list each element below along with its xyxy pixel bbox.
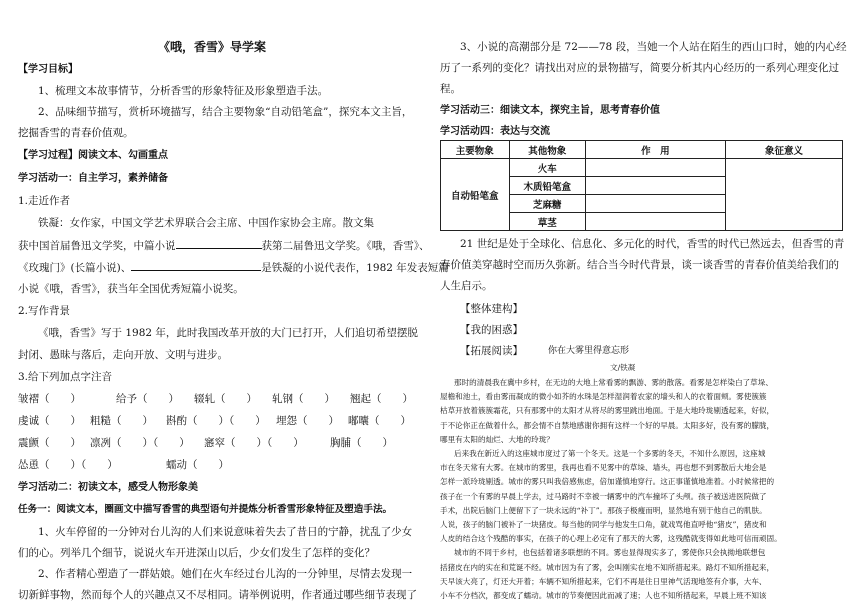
reading-line: 孩子在一个有雾的早晨上学去，过马路时不幸被一辆雾中的汽车撞坏了头颅。孩子被送进医院做了 (440, 491, 767, 501)
question-2b: 切新鲜事物，然而每个人的兴趣点又不尽相同。请举例说明，作者通过哪些细节表现了 (18, 589, 417, 601)
table-cell: 木质铅笔盒 (509, 177, 585, 195)
pinyin-item[interactable]: 埋怨（ ） (276, 415, 339, 427)
whole-construct-heading: 【整体建构】 (460, 303, 523, 315)
activity-4-heading: 学习活动四：表达与交流 (440, 126, 550, 137)
table-header-row (441, 141, 843, 159)
page-title: 《哦，香雪》导学案 (158, 40, 267, 54)
author-line-2a: 获中国首届鲁迅文学奖，中篇小说 (18, 240, 176, 252)
question-2a: 2、作者精心塑造了一群姑娘。她们在火车经过台儿沟的一分钟里，尽情去发现一 (38, 568, 413, 580)
pinyin-heading: 3.给下列加点字注音 (18, 371, 113, 383)
paragraph-21c: 人生启示。 (440, 280, 493, 292)
reading-line: 屋檐和池土，看由雾而凝成的微小如芥的水珠是怎样湿润着农家的墙头和人的衣着面颊。雾使簇簇 (440, 392, 767, 402)
author-line-3 (18, 260, 449, 275)
pinyin-item[interactable]: 辍轧（ ） (194, 393, 257, 405)
fill-blank[interactable] (176, 238, 262, 249)
background-line-1: 《哦，香雪》写于 1982 年，此时我国改革开放的大门已打开，人们追切希望摆脱 (38, 327, 418, 339)
fill-blank[interactable] (131, 260, 261, 271)
reading-line: 人皮的结合这个残酷的事实，在孩子的心理上必定有了那天的大雾，这残酷就变得如此地可信而顽固。 (440, 534, 782, 544)
reading-line: 怎样一派玲珑剔透。城市的雾只叫我倍感焦虑，倍加谨慎地穿行。这正事谨慎地准着。小时候常把的 (440, 477, 775, 487)
table-header: 主要物象 (441, 141, 510, 159)
question-1b: 们的心。列举几个细节，说说火车开进深山以后，少女们发生了怎样的变化？ (18, 547, 375, 559)
table-cell-blank[interactable] (585, 213, 725, 231)
author-line-3b: 是铁凝的小说代表作，1982 年发表短篇 (261, 262, 449, 274)
table-row (441, 159, 843, 177)
goal-1: 1、梳理文本故事情节，分析香雪的形象特征及形象塑造手法。 (38, 85, 329, 97)
author-line-2 (18, 238, 430, 253)
extended-reading-heading: 【拓展阅读】 (460, 345, 523, 357)
reading-line: 手术，出院后脑门上便留下了一块永远的“补丁”。那孩子极瘦而明，显然地有别于他自己的肌肤。 (440, 505, 767, 515)
pinyin-item[interactable]: 粗糙（ ） (90, 415, 153, 427)
table-header: 其他物象 (509, 141, 585, 159)
reading-line: 小车不分档次，都变成了蠕动。城市的节奏便因此而减了速；人也不知所措起来，早晨上班不知该 (440, 591, 767, 600)
author-line-2b: 获第二届鲁迅文学奖。《哦，香雪》、 (261, 240, 430, 252)
reading-line: 于不论你正在做着什么，都会情不自禁地感谢你拥有这样一个好的早晨。太阳多好，没有雾的朦胧， (440, 420, 775, 430)
process-heading: 【学习过程】阅读文本、勾画重点 (18, 150, 168, 161)
reading-line: 那时的清晨我在冀中乡村，在无边的大地上常看雾的飘游、雾的散落。看雾是怎样染白了草垛、 (454, 378, 773, 387)
pinyin-item[interactable]: 给予（ ） (116, 393, 179, 405)
table-header: 象征意义 (725, 141, 842, 159)
reading-line: 括猪皮在内的实在和荒诞不经。城市因为有了雾，会叫刚实在地不知所措起来。路灯不知所措起来， (440, 562, 775, 572)
reading-line: 哪里有太阳的灿烂、大地的玲珑？ (440, 434, 554, 444)
confusion-heading: 【我的困惑】 (460, 324, 523, 336)
table-cell-blank[interactable] (585, 177, 725, 195)
goal-heading: 【学习目标】 (18, 64, 78, 75)
task-1: 任务一：阅读文本，圈画文中描写香雪的典型语句并提炼分析香雪形象特征及塑造手法。 (18, 504, 393, 515)
paragraph-21b: 春价值美穿越时空而历久弥新。结合当今时代背景，谈一谈香雪的青春价值美给我们的 (440, 259, 839, 271)
reading-line: 市在冬天常有大雾。在城市的雾里，我再也看不见雾中的草垛、墙头，再也想不到雾散后大地会是 (440, 463, 767, 473)
symbol-table (440, 140, 843, 231)
pinyin-item[interactable]: 胸脯（ ） (330, 437, 393, 449)
background-heading: 2.写作背景 (18, 305, 71, 317)
author-line-4: 小说《哦，香雪》，获当年全国优秀短篇小说奖。 (18, 283, 244, 295)
author-line-3a: 《玫瑰门》(长篇小说)、 (18, 262, 132, 274)
reading-line: 后来我在新近入的这座城市度过了第一个冬天。这是一个多雾的冬天，不知什么原因，这座城 (454, 449, 766, 458)
question-3b: 历了一系列的变化？请找出对应的景物描写，简要分析其内心经历的一系列心理变化过 (440, 62, 839, 74)
table-cell: 芝麻糖 (509, 195, 585, 213)
reading-line: 城市的不同于乡村，也包括着诸多联想的不同。雾也显得现实多了，雾使你只会执拗地联想包 (454, 548, 766, 558)
table-cell: 草茎 (509, 213, 585, 231)
extended-reading-author: 文/铁凝 (610, 363, 636, 372)
table-cell-blank[interactable] (725, 159, 842, 231)
pinyin-item[interactable]: 窸窣（ ）（ ） (204, 437, 304, 449)
background-line-2: 封闭、愚昧与落后，走向开放、文明与进步。 (18, 349, 228, 361)
table-header: 作 用 (585, 141, 725, 159)
pinyin-item[interactable]: 怂恿（ ）（ ） (18, 459, 118, 471)
pinyin-item[interactable]: 蠕动（ ） (166, 459, 229, 471)
author-line-1: 铁凝：女作家，中国文学艺术界联合会主席、中国作家协会主席。散文集 (38, 217, 374, 229)
reading-line: 天早该大亮了，灯还大开着；车辆不知所措起来，它们不再是往日里神气活现地签有介事，大车、 (440, 576, 767, 586)
table-cell: 火车 (509, 159, 585, 177)
extended-reading-title: 你在大雾里得意忘形 (548, 346, 630, 356)
pinyin-item[interactable]: 震颤（ ） (18, 437, 81, 449)
pinyin-item[interactable]: 斟酌（ ）（ ） (166, 415, 266, 427)
paragraph-21a: 21 世纪是处于全球化、信息化、多元化的时代，香雪的时代已然远去，但香雪的青 (460, 238, 845, 250)
goal-2b: 挖掘香雪的青春价值观。 (18, 127, 134, 139)
table-cell-blank[interactable] (585, 195, 725, 213)
pinyin-item[interactable]: 皱褶（ ） (18, 393, 81, 405)
question-3a: 3、小说的高潮部分是 72——78 段，当她一个人站在陌生的西山口时，她的内心经 (460, 41, 847, 53)
activity-2-heading: 学习活动二：初读文本，感受人物形象美 (18, 482, 198, 493)
pinyin-item[interactable]: 凛冽（ ）（ ） (90, 437, 190, 449)
question-3c: 程。 (440, 83, 461, 95)
table-cell-blank[interactable] (585, 159, 725, 177)
activity-1-heading: 学习活动一：自主学习，素养储备 (18, 173, 168, 184)
goal-2a: 2、品味细节描写，赏析环境描写，结合主要物象“自动铅笔盒”，探究本文主旨， (38, 106, 413, 118)
author-heading: 1.走近作者 (18, 195, 71, 207)
pinyin-item[interactable]: 虔诚（ ） (18, 415, 81, 427)
main-symbol-cell: 自动铅笔盒 (441, 159, 510, 231)
pinyin-item[interactable]: 翘起（ ） (350, 393, 413, 405)
reading-line: 枯草开放着簇簇霜花，只有那雾中的太阳才从将尽的雾里跳出地面。于是大地玲珑剔透起来，好似， (440, 406, 775, 416)
pinyin-item[interactable]: 嘟囔（ ） (348, 415, 411, 427)
pinyin-item[interactable]: 轧钢（ ） (272, 393, 335, 405)
activity-3-heading: 学习活动三：细读文本，探究主旨，思考青春价值 (440, 105, 660, 116)
reading-line: 人说，孩子的脑门被补了一块猪皮。每当他的同学与他发生口角，就戏骂他直呼他“猪皮”，猪皮和 (440, 520, 767, 529)
question-1a: 1、火车停留的一分钟对台儿沟的人们来说意味着失去了昔日的宁静，扰乱了少女 (38, 526, 413, 538)
